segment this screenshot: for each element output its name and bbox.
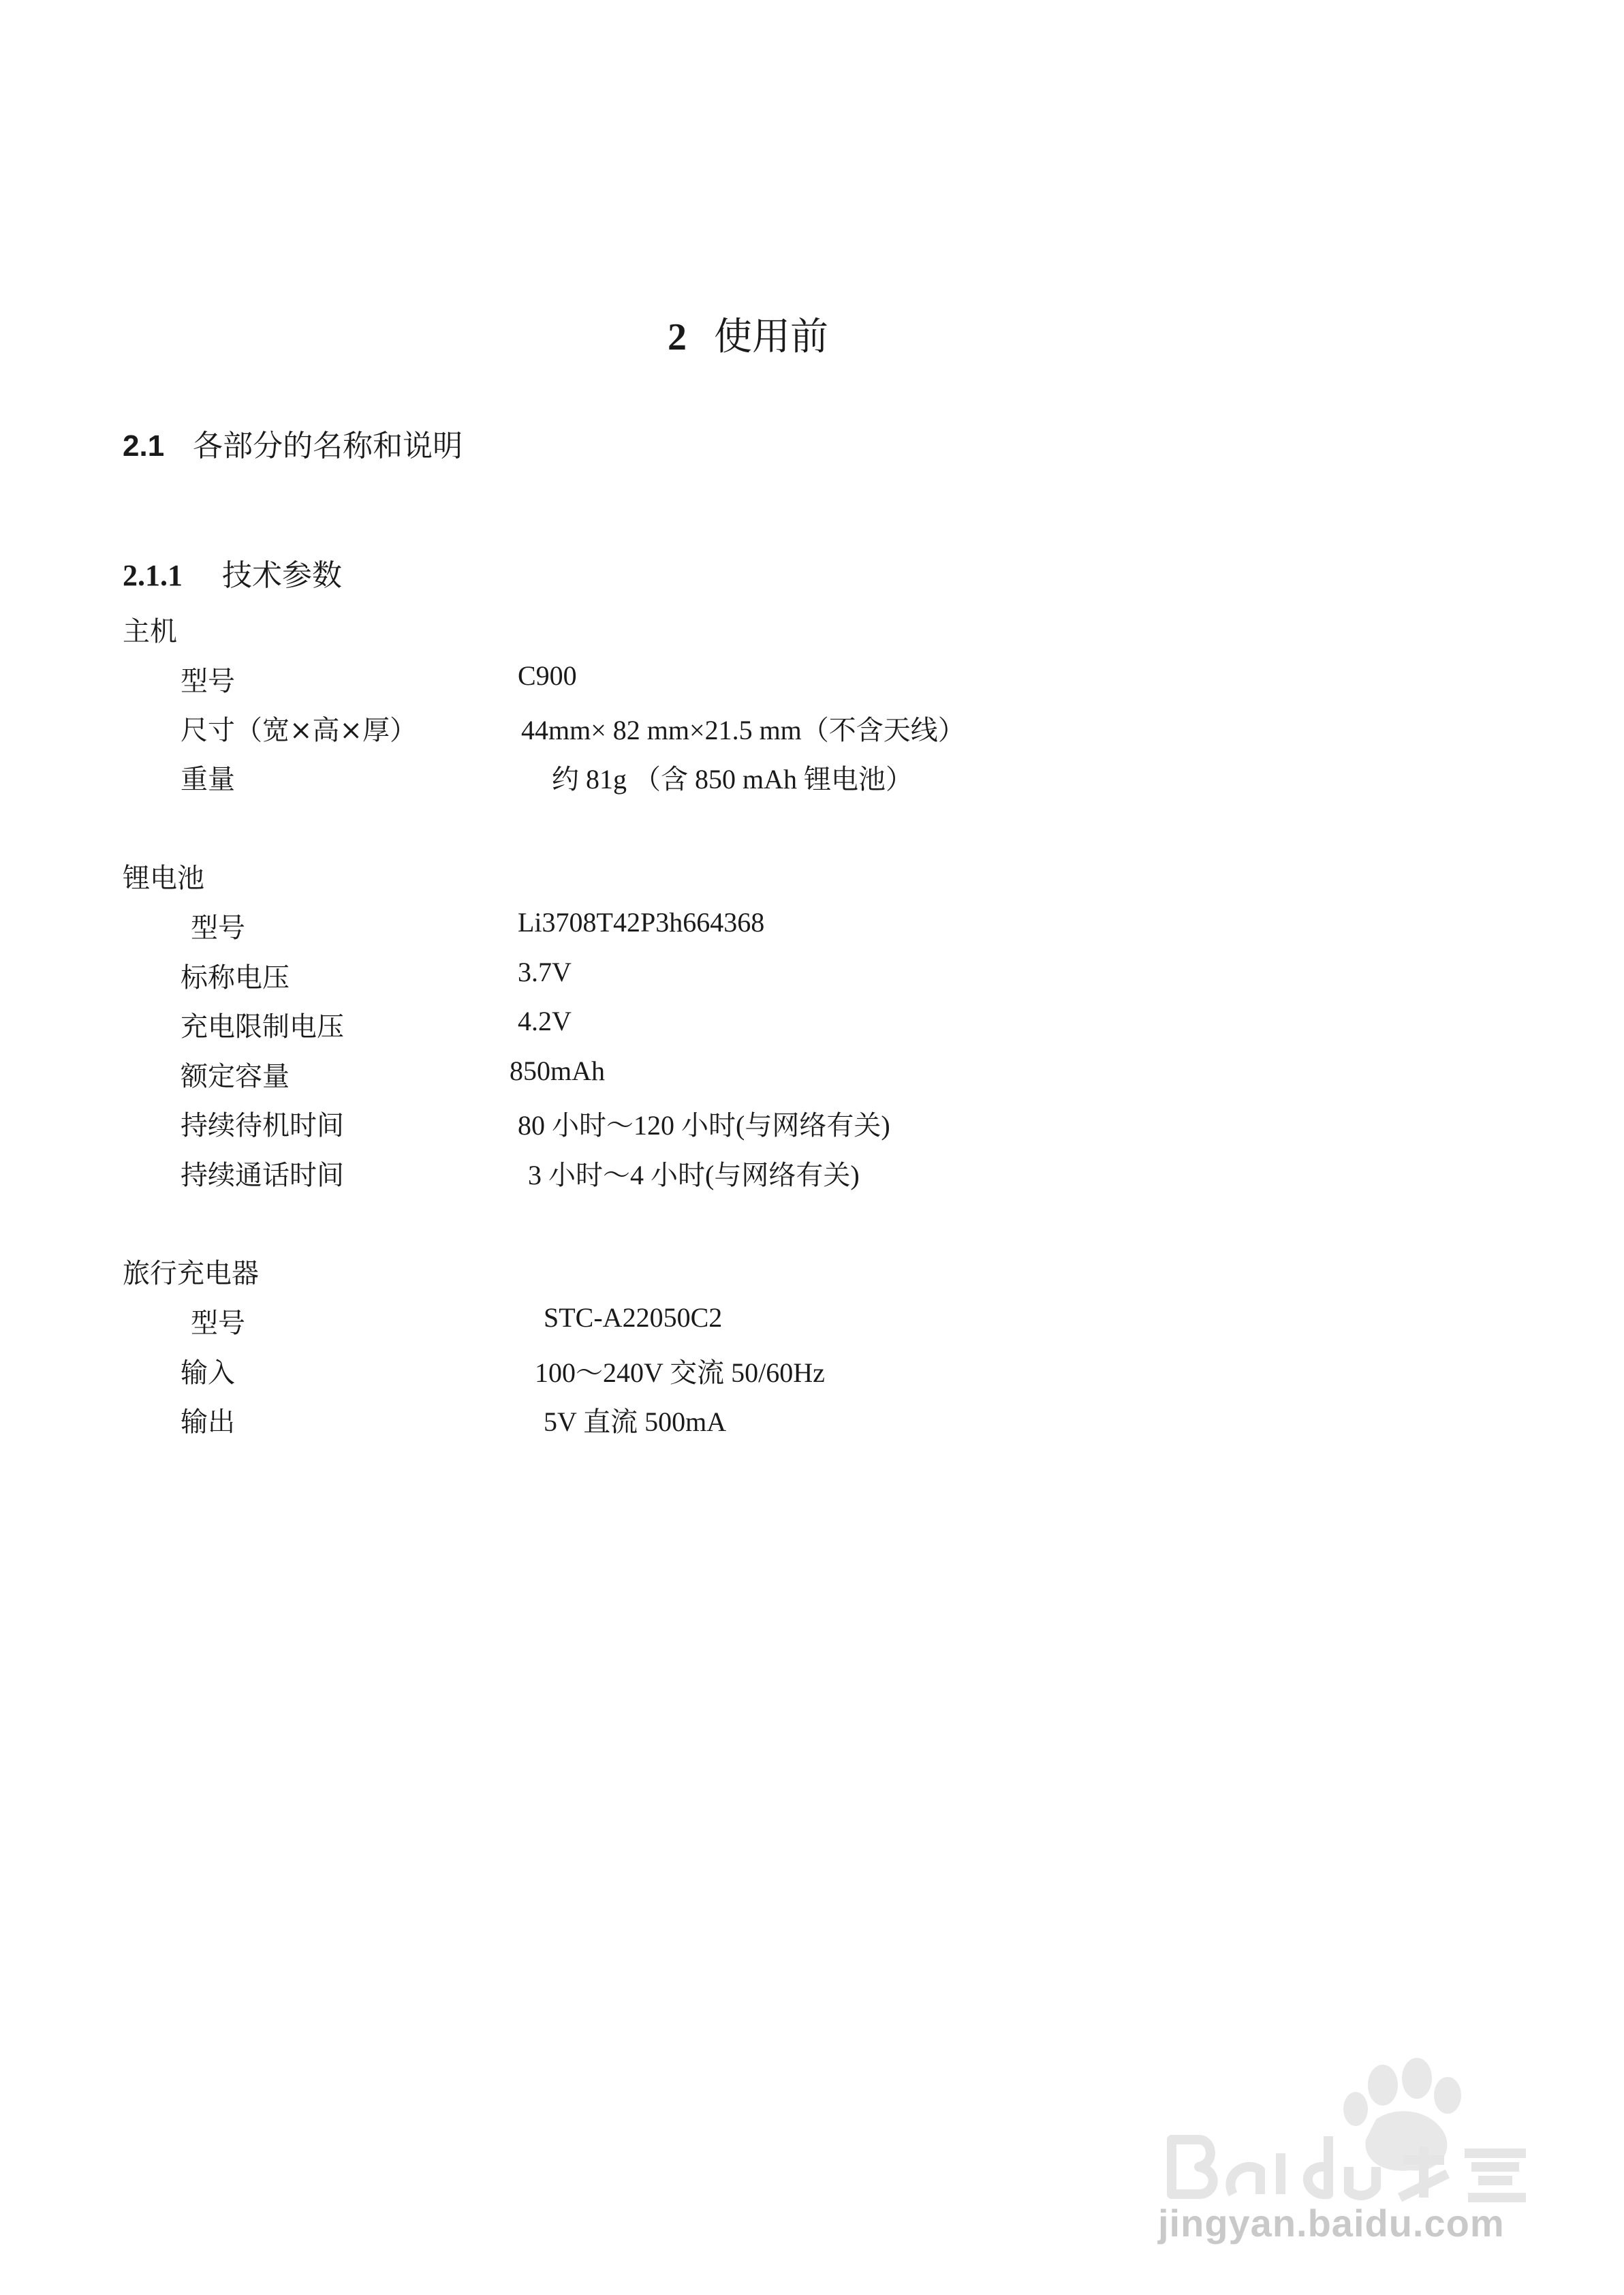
section-title-text: 各部分的名称和说明	[193, 429, 463, 463]
chapter-title-text: 使用前	[714, 315, 828, 359]
spec-value: 44mm× 82 mm×21.5 mm（不含天线）	[521, 715, 965, 745]
chapter-title	[668, 307, 828, 361]
watermark-url: jingyan.baidu.com	[1158, 2202, 1505, 2245]
section-number: 2.1	[123, 429, 165, 463]
spec-value: 约 81g （含 850 mAh 锂电池）	[552, 764, 913, 795]
spec-label: 充电限制电压	[181, 1011, 344, 1043]
spec-label: 标称电压	[181, 962, 290, 994]
spec-label: 输出	[181, 1406, 235, 1438]
battery-group-title: 锂电池	[123, 863, 204, 894]
subsection-title	[123, 551, 342, 594]
host-group-title: 主机	[123, 616, 177, 647]
spec-value: STC-A22050C2	[544, 1302, 723, 1333]
spec-value: 3 小时～4 小时(与网络有关)	[528, 1160, 860, 1190]
spec-label: 输入	[181, 1357, 235, 1389]
spec-label: 尺寸（宽×高×厚）	[181, 715, 418, 746]
spec-value: 4.2V	[518, 1006, 572, 1036]
spec-label: 额定容量	[181, 1061, 290, 1092]
spec-value: 100～240V 交流 50/60Hz	[535, 1357, 825, 1388]
spec-value: 80 小时～120 小时(与网络有关)	[518, 1110, 890, 1141]
spec-label: 重量	[181, 764, 235, 795]
spec-value: 5V 直流 500mA	[544, 1406, 727, 1437]
spec-label: 型号	[191, 912, 245, 944]
subsection-title-text: 技术参数	[222, 558, 342, 593]
spec-value: 3.7V	[518, 957, 572, 987]
spec-label: 型号	[191, 1308, 245, 1339]
spec-value: C900	[518, 660, 577, 691]
charger-group-title: 旅行充电器	[123, 1258, 259, 1289]
spec-value: 850mAh	[510, 1056, 605, 1086]
section-title	[123, 421, 463, 465]
spec-value: Li3708T42P3h664368	[518, 907, 765, 938]
spec-label: 持续待机时间	[181, 1110, 344, 1141]
chapter-number: 2	[668, 316, 687, 358]
spec-label: 型号	[181, 666, 235, 697]
spec-label: 持续通话时间	[181, 1160, 344, 1191]
subsection-number: 2.1.1	[123, 559, 183, 592]
